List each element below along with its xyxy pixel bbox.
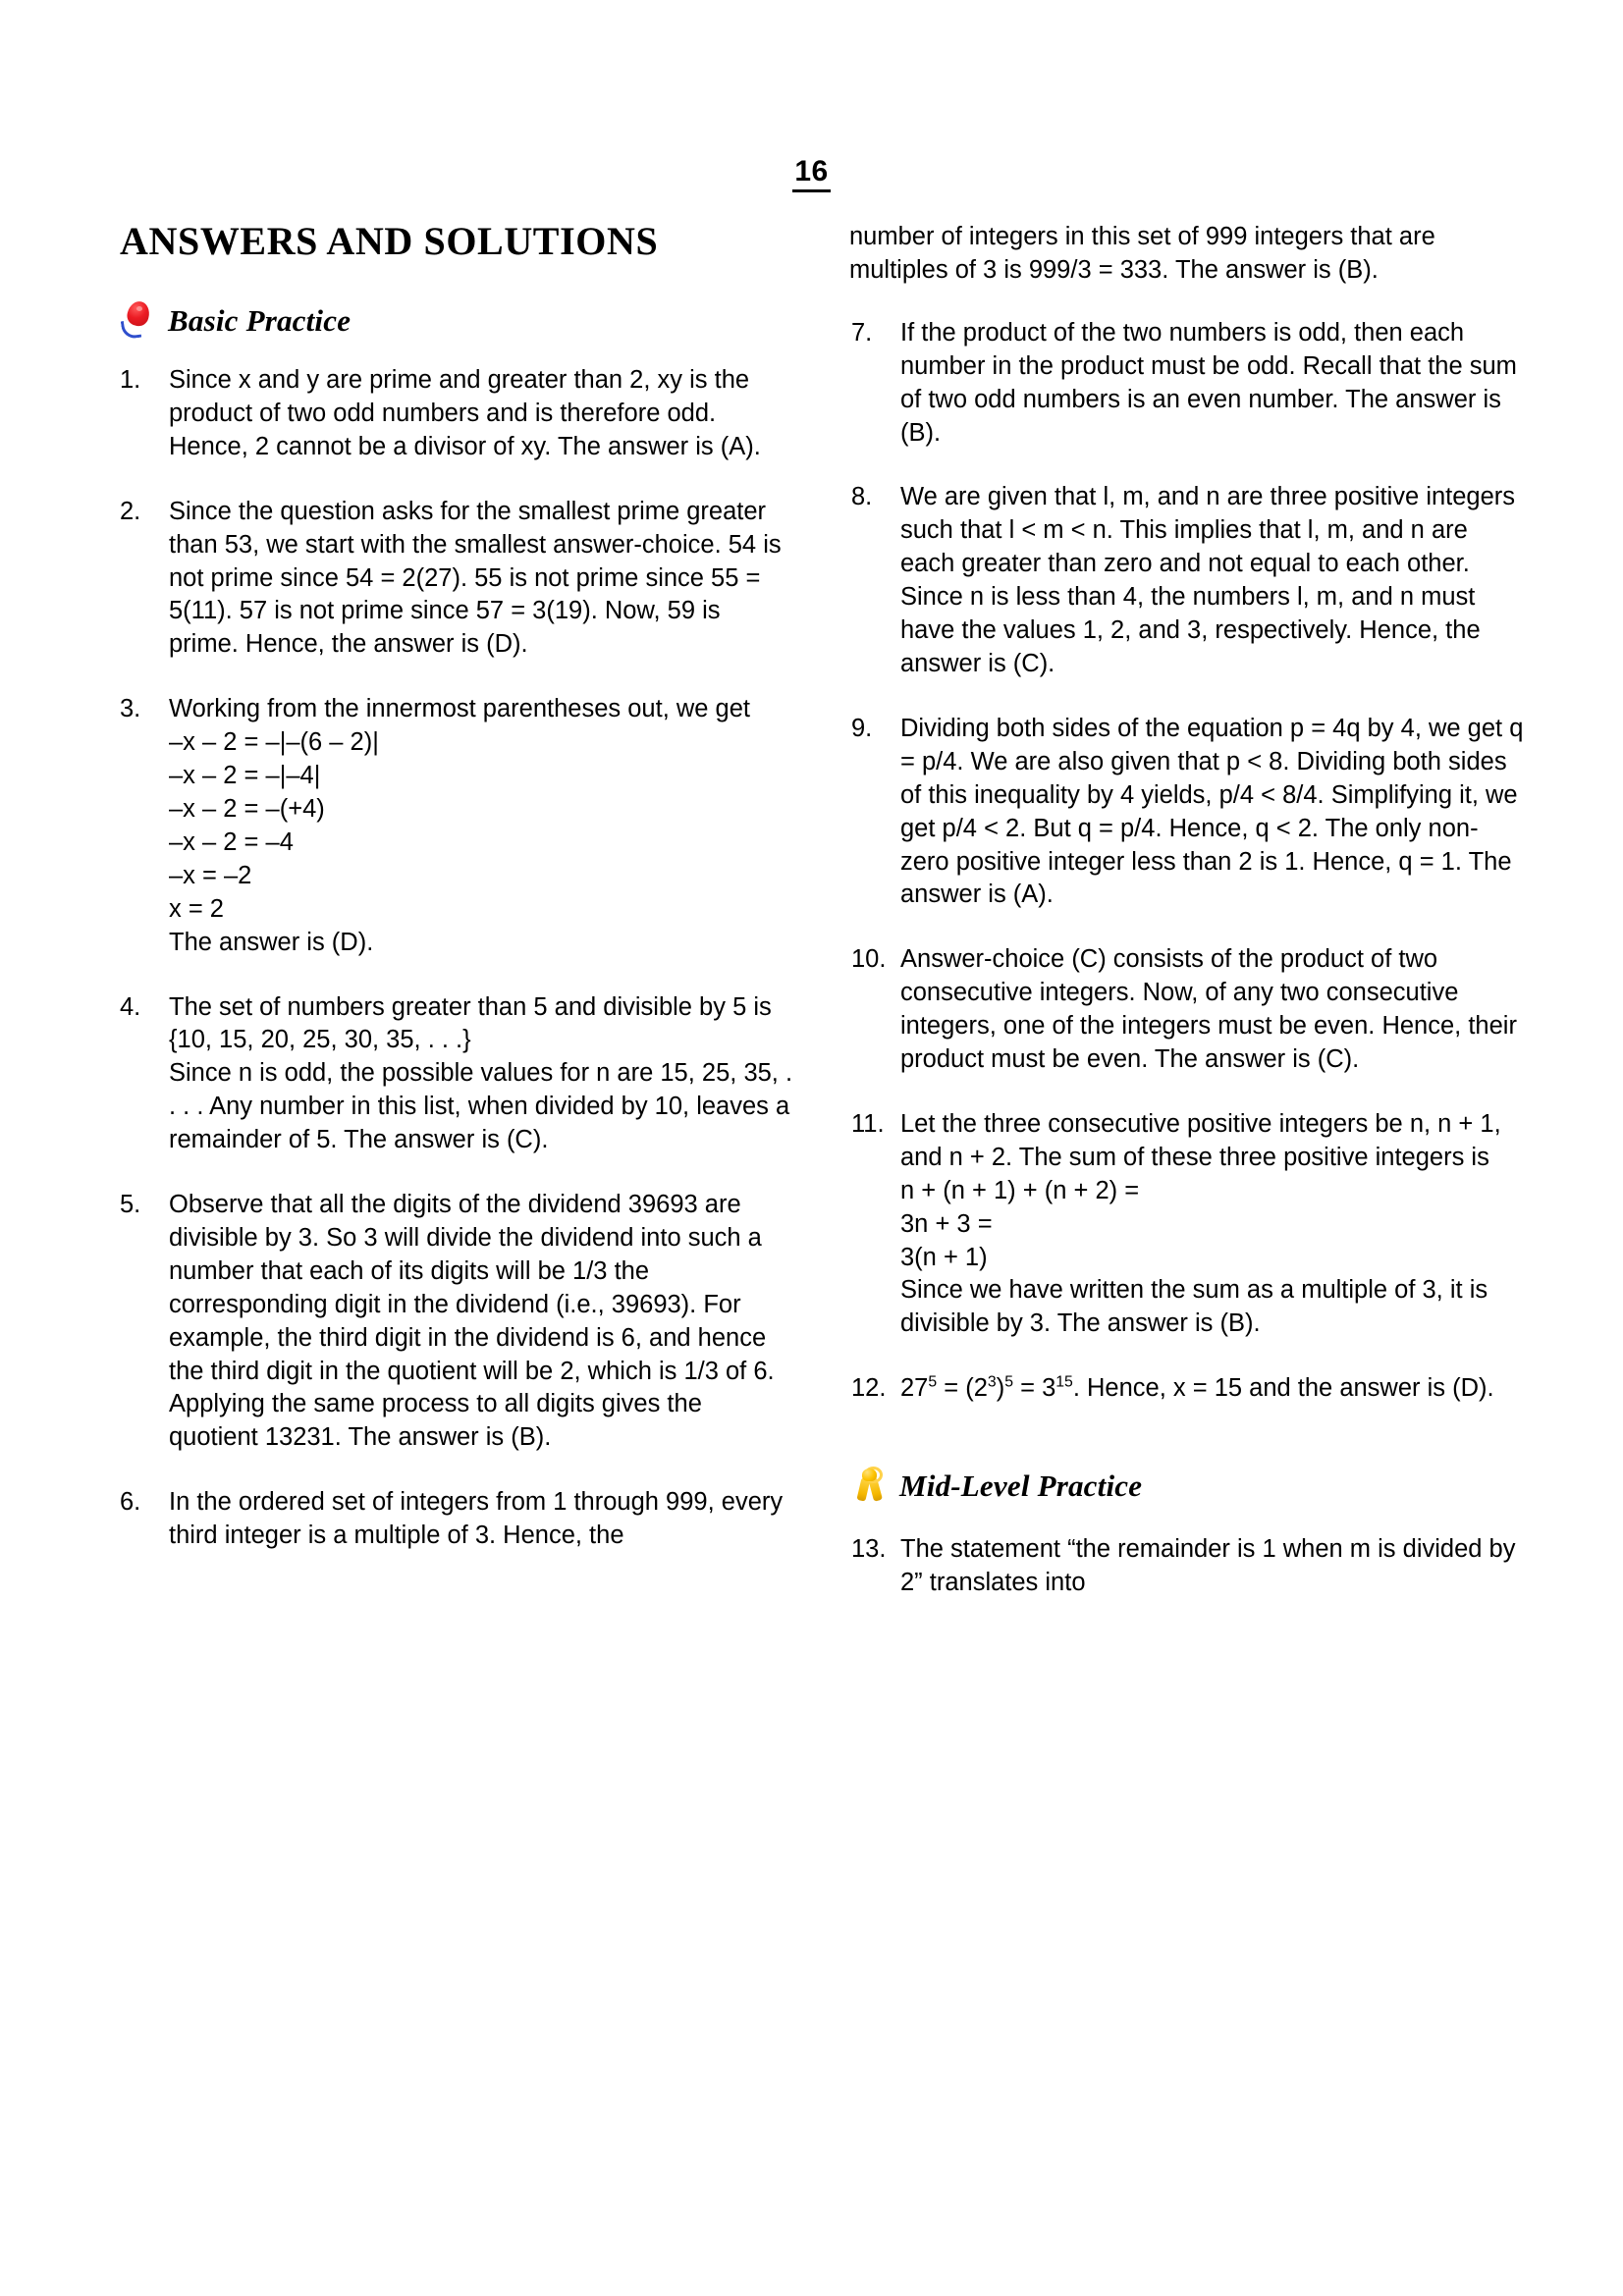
solution-item [849, 943, 1527, 1077]
equation-line: x = 2 [169, 894, 224, 923]
solution-paragraph: Since we have written the sum as a multiple of 3, it is divisible by 3. The answer is (B). [900, 1276, 1488, 1338]
section-title-basic-practice: Basic Practice [168, 302, 352, 338]
solution-paragraph: Since the question asks for the smallest prime greater than 53, we start with the smallest answer-choice. 54 is not prime since 54 = 2(27). 55 is not prime since 55 = 5(11). 57 is not prime since 57 = 3(19). Now, 59 is prime. Hence, the answer is (D). [169, 497, 782, 659]
solution-number: 4. [120, 992, 141, 1021]
solution-number: 8. [851, 483, 873, 511]
solution-body [900, 1533, 1527, 1600]
solution-paragraph: The statement “the remainder is 1 when m is divided by 2” translates into [900, 1535, 1516, 1597]
continued-paragraph: number of integers in this set of 999 integers that are multiples of 3 is 999/3 = 333. The answer is (B). [849, 223, 1435, 284]
solution-number: 9. [851, 714, 873, 742]
solution-item [118, 991, 795, 1158]
ribbon-icon [853, 1467, 887, 1504]
solution-body [900, 1372, 1527, 1406]
solution-item [118, 1486, 795, 1553]
section-heading-basic-practice [118, 301, 795, 339]
solution-body [169, 364, 795, 464]
equation-line: {10, 15, 20, 25, 30, 35, . . .} [169, 1026, 471, 1054]
solution-number: 2. [120, 497, 141, 525]
solution-item [849, 317, 1527, 451]
solution-item [849, 713, 1527, 912]
equation-line: –x = –2 [169, 861, 252, 889]
solution-body [169, 496, 795, 663]
solution-paragraph: Observe that all the digits of the dividend 39693 are divisible by 3. So 3 will divide the dividend into such a number that each of its digits will be 1/3 the corresponding digit in the dividend (i.e., 39693). For example, the third digit in the dividend is 6, and hence the third digit in the quotient will be 2, which is 1/3 of 6. Applying the same process to all digits gives the quotient 13231. The answer is (B). [169, 1191, 775, 1452]
solution-item [118, 1189, 795, 1455]
solution-paragraph: $27^5 = (2^3)^5 = 3^{15}$. Hence, x = 15 and the answer is (D). [900, 1373, 1494, 1403]
page-number: 16 [792, 157, 830, 192]
solution-paragraph: Since x and y are prime and greater than 2, xy is the product of two odd numbers and is therefore odd. Hence, 2 cannot be a divisor of xy. The answer is (A). [169, 366, 761, 460]
solution-item [849, 1533, 1527, 1600]
solution-number: 11. [851, 1109, 885, 1138]
solution-number: 13. [851, 1535, 887, 1564]
solution-number: 3. [120, 695, 141, 723]
solution-body [169, 1189, 795, 1455]
solution-number: 12. [851, 1374, 887, 1403]
solution-body [900, 713, 1527, 912]
solution-body [169, 991, 795, 1158]
solution-body [169, 1486, 795, 1553]
right-column [849, 221, 1527, 1631]
solution-item [849, 1372, 1527, 1406]
solution-paragraph: We are given that l, m, and n are three positive integers such that l < m < n. This implies that l, m, and n are each greater than zero and not equal to each other. Since n is less than 4, the numbers l, m, and n must have the values 1, 2, and 3, respectively. Hence, the answer is (C). [900, 483, 1516, 677]
solution-paragraph: The answer is (D). [169, 928, 374, 956]
two-column-body [118, 221, 1522, 1631]
equation-line: –x – 2 = –4 [169, 828, 294, 856]
solution-paragraph: The set of numbers greater than 5 and divisible by 5 is [169, 992, 772, 1021]
solution-paragraph: Dividing both sides of the equation p = 4q by 4, we get q = p/4. We are also given that p < 8. Dividing both sides of this inequality by 4 yields, p/4 < 8/4. Simplifying it, we get p/4 < 2. But q = p/4. Hence, q < 2. The only non-zero positive integer less than 2 is 1. Hence, q = 1. The answer is (A). [900, 714, 1524, 909]
solution-number: 6. [120, 1488, 141, 1517]
equation-line: n + (n + 1) + (n + 2) = [900, 1176, 1140, 1204]
solution-body [169, 693, 795, 959]
solution-paragraph: Let the three consecutive positive integers be n, n + 1, and n + 2. The sum of these three positive integers is [900, 1109, 1501, 1171]
solution-paragraph: In the ordered set of integers from 1 through 999, every third integer is a multiple of 3. Hence, the [169, 1488, 784, 1550]
solution-item [118, 496, 795, 663]
solution-body [900, 481, 1527, 680]
equation-line: –x – 2 = –(+4) [169, 794, 325, 823]
balloon-icon [122, 301, 155, 339]
solution-number: 10. [851, 945, 887, 974]
solution-body [900, 1108, 1527, 1341]
solution-item [849, 481, 1527, 680]
solution-paragraph: Working from the innermost parentheses out, we get [169, 695, 750, 723]
solution-number: 1. [120, 366, 141, 394]
section-title-mid-level-practice: Mid-Level Practice [899, 1468, 1143, 1503]
solution-number: 5. [120, 1191, 141, 1219]
equation-line: –x – 2 = –|–(6 – 2)| [169, 728, 379, 757]
solution-paragraph: If the product of the two numbers is odd, then each number in the product must be odd. Recall that the sum of two odd numbers is an even number. The answer is (B). [900, 318, 1517, 447]
equation-line: 3(n + 1) [900, 1243, 988, 1271]
page-number-container [0, 157, 1623, 192]
solution-body [900, 317, 1527, 451]
solution-item [118, 693, 795, 959]
solution-paragraph: Since n is odd, the possible values for n are 15, 25, 35, . . . . Any number in this list, when divided by 10, leaves a remainder of 5. The answer is (C). [169, 1059, 793, 1154]
equation-line: 3n + 3 = [900, 1209, 993, 1238]
page-title: ANSWERS AND SOLUTIONS [120, 219, 659, 263]
left-column [118, 221, 795, 1584]
section-heading-mid-level-practice [849, 1467, 1527, 1504]
solution-item [118, 364, 795, 464]
solution-number: 7. [851, 318, 873, 347]
solution-paragraph: Answer-choice (C) consists of the product of two consecutive integers. Now, of any two consecutive integers, one of the integers must be even. Hence, their product must be even. The answer is (C). [900, 945, 1517, 1074]
solution-item [849, 1108, 1527, 1341]
equation-line: –x – 2 = –|–4| [169, 762, 321, 790]
solution-body [900, 943, 1527, 1077]
